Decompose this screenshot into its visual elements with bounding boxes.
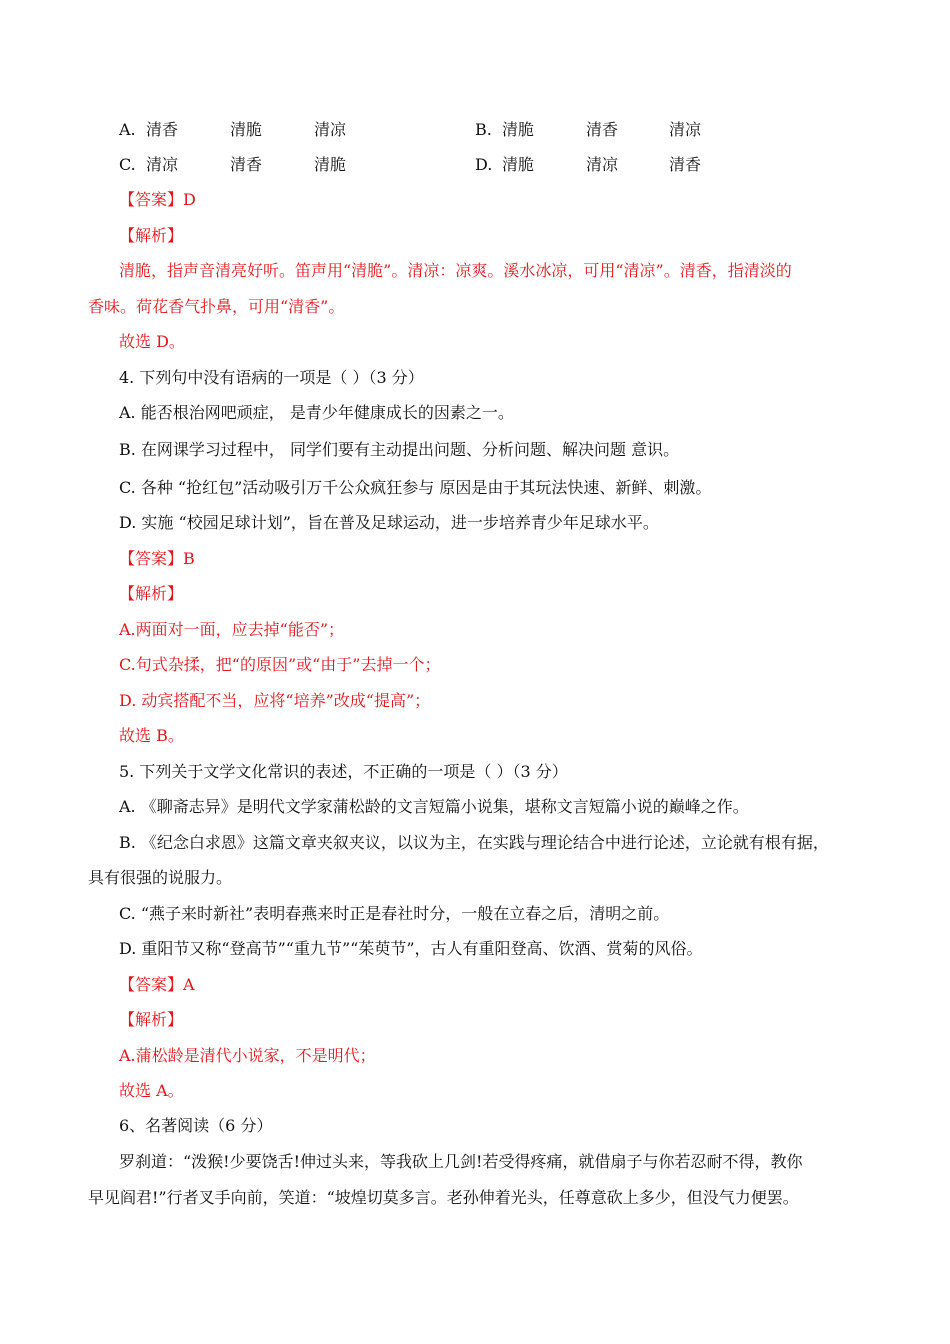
q4-option-b: B. 在网课学习过程中， 同学们要有主动提出问题、分析问题、解决问题 意识。 xyxy=(119,440,680,459)
q3-analysis-line-2: 香味。荷花香气扑鼻，可用“清香”。 xyxy=(88,297,345,316)
q4-analysis-label: 【解析】 xyxy=(119,584,184,603)
option-d-word-1: 清脆 xyxy=(502,155,535,174)
q6-text-line-2: 早见阎君!”行者叉手向前，笑道：“坡煌切莫多言。老孙伸着光头，任尊意砍上多少，但没气力便罢。 xyxy=(88,1188,799,1207)
option-d-letter: D. xyxy=(475,155,493,174)
q4-analysis-line-1: A.两面对一面，应去掉“能否”； xyxy=(119,620,345,639)
q5-option-c: C. “燕子来时新社”表明春燕来时正是春社时分，一般在立春之后，清明之前。 xyxy=(119,904,670,923)
option-c-word-1: 清凉 xyxy=(146,155,179,174)
q6-text-line-1: 罗刹道：“泼猴!少要饶舌!伸过头来，等我砍上几剑!若受得疼痛，就借扇子与你若忍耐不得，教你 xyxy=(119,1152,803,1171)
option-b-word-3: 清凉 xyxy=(669,120,702,139)
option-a-word-1: 清香 xyxy=(146,120,179,139)
q4-answer: 【答案】B xyxy=(119,549,195,568)
option-a-word-2: 清脆 xyxy=(230,120,263,139)
option-b-word-2: 清香 xyxy=(586,120,619,139)
q5-answer: 【答案】A xyxy=(119,975,195,994)
option-d-word-3: 清香 xyxy=(669,155,702,174)
q5-option-a: A. 《聊斋志异》是明代文学家蒲松龄的文言短篇小说集，堪称文言短篇小说的巅峰之作。 xyxy=(119,797,749,816)
q4-option-d: D. 实施 “校园足球计划”，旨在普及足球运动，进一步培养青少年足球水平。 xyxy=(119,513,659,532)
q4-analysis-line-2: C.句式杂揉，把“的原因”或“由于”去掉一个； xyxy=(119,655,441,674)
q4-option-a: A. 能否根治网吧顽症， 是青少年健康成长的因素之一。 xyxy=(119,403,514,422)
option-a-word-3: 清凉 xyxy=(314,120,347,139)
option-c-word-3: 清脆 xyxy=(314,155,347,174)
option-b-letter: B. xyxy=(475,120,492,139)
q5-option-b-line-2: 具有很强的说服力。 xyxy=(88,868,233,887)
q3-answer: 【答案】D xyxy=(119,190,196,209)
option-c-letter: C. xyxy=(119,155,136,174)
q4-choose: 故选 B。 xyxy=(119,726,184,745)
q6-stem: 6、名著阅读（6 分） xyxy=(119,1116,273,1135)
option-c-word-2: 清香 xyxy=(230,155,263,174)
q3-analysis-label: 【解析】 xyxy=(119,226,184,245)
q5-choose: 故选 A。 xyxy=(119,1081,184,1100)
q4-option-c: C. 各种 “抢红包”活动吸引万千公众疯狂参与 原因是由于其玩法快速、新鲜、刺激。 xyxy=(119,478,712,497)
option-a-letter: A. xyxy=(119,120,136,139)
q5-option-d: D. 重阳节又称“登高节”“重九节”“茱萸节”，古人有重阳登高、饮酒、赏菊的风俗。 xyxy=(119,939,703,958)
option-b-word-1: 清脆 xyxy=(502,120,535,139)
q3-choose: 故选 D。 xyxy=(119,332,185,351)
q5-option-b-line-1: B. 《纪念白求恩》这篇文章夹叙夹议，以议为主，在实践与理论结合中进行论述，立论就有根有据， xyxy=(119,833,829,852)
option-d-word-2: 清凉 xyxy=(586,155,619,174)
q5-analysis-line-1: A.蒲松龄是清代小说家，不是明代； xyxy=(119,1046,376,1065)
q5-stem: 5. 下列关于文学文化常识的表述，不正确的一项是（ ）（3 分） xyxy=(119,762,568,781)
q5-analysis-label: 【解析】 xyxy=(119,1010,184,1029)
q3-analysis-line-1: 清脆，指声音清亮好听。笛声用“清脆”。清凉：凉爽。溪水冰凉，可用“清凉”。清香，指清淡的 xyxy=(119,261,792,280)
q4-analysis-line-3: D. 动宾搭配不当，应将“培养”改成“提高”； xyxy=(119,691,431,710)
q4-stem: 4. 下列句中没有语病的一项是（ ）（3 分） xyxy=(119,368,424,387)
